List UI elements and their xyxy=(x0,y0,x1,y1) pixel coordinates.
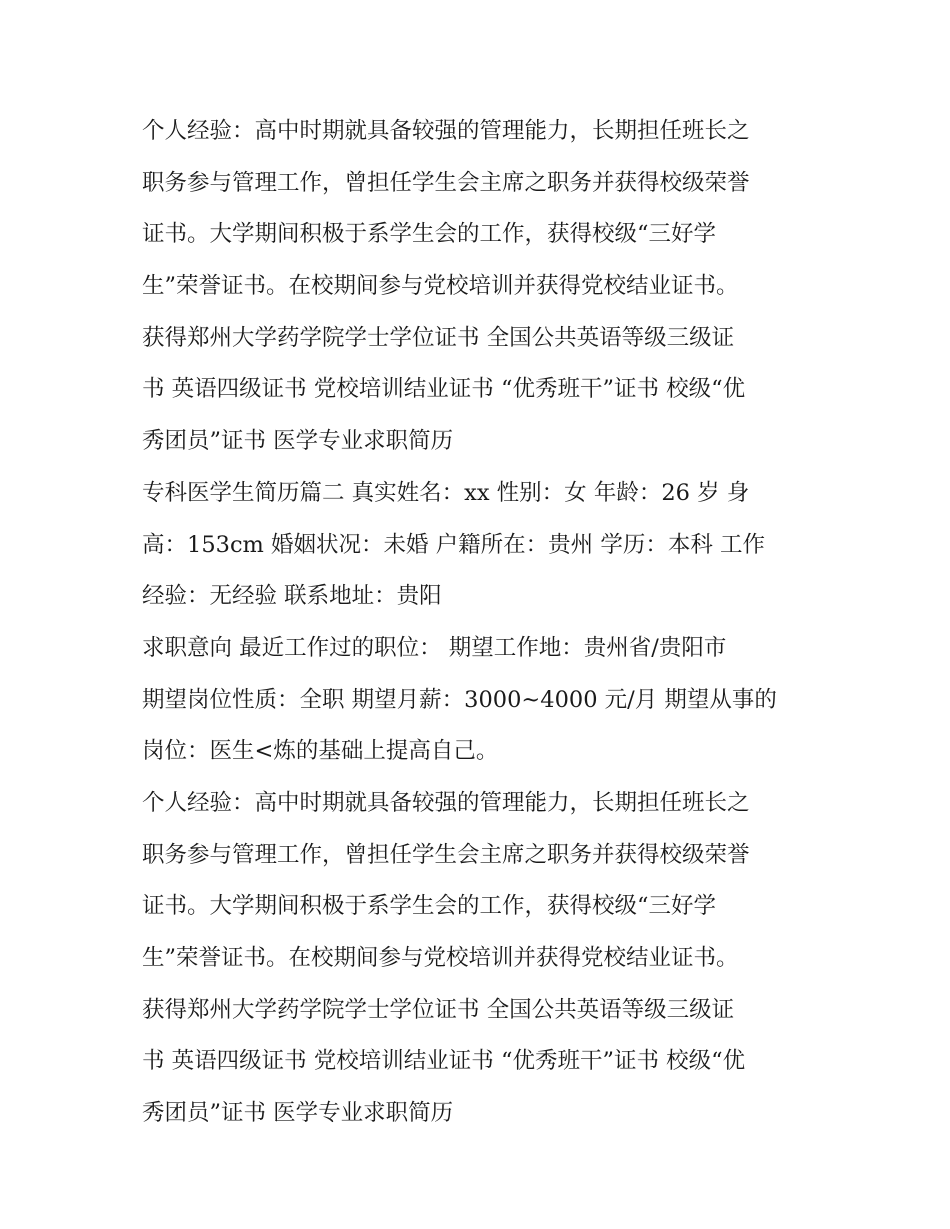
text-line: 秀团员”证书 医学专业求职简历 xyxy=(142,428,454,455)
text-line: 专科医学生简历篇二 真实姓名：xx 性别：女 年龄：26 岁 身 xyxy=(142,479,750,506)
text-line: 秀团员”证书 医学专业求职简历 xyxy=(142,1100,454,1127)
text-line: 个人经验：高中时期就具备较强的管理能力，长期担任班长之 xyxy=(142,118,750,144)
text-line: 求职意向 最近工作过的职位： 期望工作地：贵州省/贵阳市 xyxy=(142,634,727,661)
text-line: 岗位：医生<炼的基础上提高自己。 xyxy=(142,738,499,765)
document-body xyxy=(142,106,822,1140)
text-line: 期望岗位性质：全职 期望月薪：3000~4000 元/月 期望从事的 xyxy=(142,686,777,713)
text-line: 证书。大学期间积极于系学生会的工作，获得校级“三好学 xyxy=(142,221,717,248)
text-line: 职务参与管理工作，曾担任学生会主席之职务并获得校级荣誉 xyxy=(142,169,750,196)
text-line: 书 英语四级证书 党校培训结业证书 “优秀班干”证书 校级“优 xyxy=(142,376,746,403)
text-line: 经验：无经验 联系地址：贵阳 xyxy=(142,583,442,610)
text-line: 高：153cm 婚姻状况：未婚 户籍所在：贵州 学历：本科 工作 xyxy=(142,531,765,558)
text-line: 生”荣誉证书。在校期间参与党校培训并获得党校结业证书。 xyxy=(142,273,739,300)
text-line: 书 英语四级证书 党校培训结业证书 “优秀班干”证书 校级“优 xyxy=(142,1048,746,1075)
text-line: 生”荣誉证书。在校期间参与党校培训并获得党校结业证书。 xyxy=(142,945,739,971)
text-line: 证书。大学期间积极于系学生会的工作，获得校级“三好学 xyxy=(142,893,717,920)
text-line: 获得郑州大学药学院学士学位证书 全国公共英语等级三级证 xyxy=(142,996,735,1023)
text-line: 职务参与管理工作，曾担任学生会主席之职务并获得校级荣誉 xyxy=(142,841,750,868)
text-line: 获得郑州大学药学院学士学位证书 全国公共英语等级三级证 xyxy=(142,324,735,351)
text-line: 个人经验：高中时期就具备较强的管理能力，长期担任班长之 xyxy=(142,789,750,816)
